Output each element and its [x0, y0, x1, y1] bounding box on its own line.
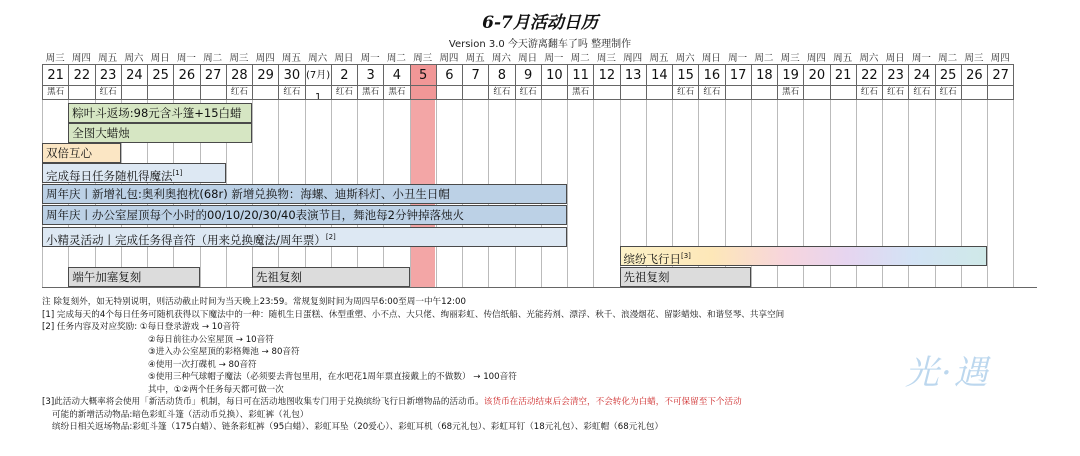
date-cell: 28: [226, 64, 253, 86]
page-title: 6-7月活动日历: [482, 13, 598, 33]
stone-marker: [147, 86, 174, 100]
stone-marker: 红石: [331, 86, 358, 100]
note-line: [1] 完成每天的4个每日任务可随机获得以下魔法中的一种：随机生日蛋糕、休型重塑、小不点、大只佬、绚丽彩虹、传信纸船、光能药剂、漂浮、秋千、浪漫烟花、留影蜡烛、和谐竖琴、共享空间: [42, 309, 785, 320]
date-cell: 11: [567, 64, 594, 86]
date-cell: 3: [357, 64, 384, 86]
day-gridline: [987, 100, 988, 287]
date-cell: 2: [331, 64, 358, 86]
event-label: 先祖复刻: [256, 270, 302, 284]
weekday-label: 周日: [701, 53, 721, 64]
weekday-label: 周五: [649, 53, 669, 64]
date-cell: 20: [803, 64, 830, 86]
note-line: [2] 任务内容及对应奖励: ①每日登录游戏 → 10音符: [42, 322, 240, 332]
event-bar: [42, 143, 121, 163]
stone-marker: [646, 86, 673, 100]
event-label: 粽叶斗返场:98元含斗篷+15白蜡: [72, 106, 242, 120]
day-gridline: [567, 100, 568, 287]
note-line: 其中，①②两个任务每天都可做一次: [148, 384, 284, 395]
event-label: 周年庆丨办公室屋顶每个小时的00/10/20/30/40表演节目，舞池每2分钟掉落烛火: [46, 208, 464, 222]
date-cell: 8: [488, 64, 515, 86]
note-line: ③进入办公室屋顶的彩格舞池 → 80音符: [148, 347, 300, 357]
weekday-label: 周三: [229, 53, 249, 64]
date-cell: 12: [593, 64, 620, 86]
event-bar: [68, 123, 252, 143]
stone-marker: 红石: [672, 86, 699, 100]
date-cell: 26: [173, 64, 200, 86]
stone-marker: 红石: [908, 86, 935, 100]
note-3-warning: 该货币在活动结束后会清空，不会转化为白蜡，不可保留至下个活动: [483, 397, 742, 407]
weekday-label: 周一: [176, 53, 196, 64]
stone-marker: [751, 86, 778, 100]
weekday-label: 周一: [544, 53, 564, 64]
stone-marker: [803, 86, 830, 100]
weekday-label: 周二: [938, 53, 958, 64]
weekday-label: 周五: [98, 53, 118, 64]
event-label: 端午加塞复刻: [72, 270, 142, 284]
calendar-bottom-border: [42, 287, 1037, 288]
date-cell: 4: [383, 64, 410, 86]
date-cell: 25: [147, 64, 174, 86]
note-line: ④使用一次打碟机 → 80音符: [148, 359, 257, 370]
note-3-main: [3]此活动大概率将会使用「新活动货币」机制，每日可在活动地图收集专门用于兑换缤纷飞行日新增物品的活动币。: [42, 397, 484, 407]
stone-marker: [830, 86, 857, 100]
event-bar: [42, 184, 567, 204]
stone-marker: [252, 86, 279, 100]
date-cell: 5: [410, 64, 437, 86]
date-cell: 7: [462, 64, 489, 86]
weekday-label: 周六: [859, 53, 879, 64]
date-cell: 10: [541, 64, 568, 86]
stone-marker: 红石: [488, 86, 515, 100]
date-cell: 25: [935, 64, 962, 86]
weekday-label: 周四: [439, 53, 459, 64]
date-cell: 18: [751, 64, 778, 86]
stone-marker: [987, 86, 1014, 100]
weekday-label: 周四: [71, 53, 91, 64]
note-3-new-items: 可能的新增活动物品:暗色彩虹斗篷（活动币兑换）、彩虹裤（礼包）: [52, 409, 309, 420]
stone-marker: [410, 86, 437, 100]
weekday-label: 周二: [386, 53, 406, 64]
weekday-label: 周二: [570, 53, 590, 64]
weekday-label: 周六: [675, 53, 695, 64]
event-label: 缤纷飞行日: [623, 251, 681, 266]
date-cell: 27: [987, 64, 1014, 86]
page-subtitle: Version 3.0 今天游离翻车了吗 整理制作: [448, 39, 632, 50]
event-bar: [42, 227, 567, 247]
notes-list: [42, 296, 784, 396]
stone-marker: [68, 86, 95, 100]
stone-marker: 黑石: [383, 86, 410, 100]
notes-section: [42, 296, 784, 434]
stone-marker: 黑石: [567, 86, 594, 100]
date-cell: 23: [95, 64, 122, 86]
weekday-label: 周五: [281, 53, 301, 64]
stone-marker: [436, 86, 463, 100]
sky-logo: 光·遇: [905, 353, 990, 393]
event-bar: [42, 163, 226, 183]
weekday-label: 周三: [45, 53, 65, 64]
stone-marker: [462, 86, 489, 100]
note-3: [42, 396, 784, 409]
weekday-label: 周五: [833, 53, 853, 64]
event-label: 双倍互心: [46, 146, 92, 160]
event-bar: [252, 267, 410, 287]
event-footnote: [3]: [681, 252, 691, 260]
stone-marker: 红石: [882, 86, 909, 100]
date-cell: 22: [68, 64, 95, 86]
weekday-label: 周日: [150, 53, 170, 64]
date-cell: 14: [646, 64, 673, 86]
weekday-label: 周日: [334, 53, 354, 64]
date-cell: 9: [515, 64, 542, 86]
date-cell: 22: [856, 64, 883, 86]
stone-marker: [620, 86, 647, 100]
stone-marker: 红石: [226, 86, 253, 100]
weekday-label: 周三: [596, 53, 616, 64]
weekday-label: 周四: [990, 53, 1010, 64]
event-label: 小精灵活动丨完成任务得音符（用来兑换魔法/周年票）: [46, 232, 326, 247]
stone-marker: [541, 86, 568, 100]
date-cell: 27: [200, 64, 227, 86]
event-label: 先祖复刻: [623, 270, 670, 284]
stone-marker: 红石: [278, 86, 305, 100]
date-cell: 30: [278, 64, 305, 86]
event-bar: [620, 246, 988, 266]
date-cell: 21: [42, 64, 69, 86]
weekday-label: 周五: [465, 53, 485, 64]
weekday-label: 周六: [491, 53, 511, 64]
weekday-label: 周三: [964, 53, 984, 64]
stone-marker: [173, 86, 200, 100]
weekday-label: 周四: [255, 53, 275, 64]
note-line: 注 除复刻外，如无特别说明，则活动截止时间为当天晚上23:59。常规复刻时间为周四早6:00至周一中午12:00: [42, 297, 466, 307]
stone-marker: [200, 86, 227, 100]
note-line: ⑤使用三种气球帽子魔法（必须要去背包里用，在水吧花1周年票直接戴上的不做数） → 100音符: [148, 372, 517, 382]
stone-marker: 红石: [856, 86, 883, 100]
note-line: ②每日前往办公室屋顶 → 10音符: [148, 334, 274, 345]
weekday-label: 周三: [413, 53, 433, 64]
date-cell: 17: [725, 64, 752, 86]
date-cell: (7月) 1: [305, 64, 332, 86]
weekday-label: 周日: [885, 53, 905, 64]
weekday-label: 周六: [308, 53, 328, 64]
stone-marker: 黑石: [42, 86, 69, 100]
weekday-label: 周六: [124, 53, 144, 64]
date-cell: 6: [436, 64, 463, 86]
weekday-label: 周一: [911, 53, 931, 64]
stone-marker: 红石: [698, 86, 725, 100]
stone-marker: 红石: [95, 86, 122, 100]
stone-marker: [305, 86, 332, 100]
date-cell: 19: [777, 64, 804, 86]
event-bar: [68, 103, 252, 123]
weekday-label: 周三: [780, 53, 800, 64]
weekday-label: 周二: [754, 53, 774, 64]
weekday-label: 周四: [623, 53, 643, 64]
date-cell: 24: [121, 64, 148, 86]
weekday-label: 周一: [728, 53, 748, 64]
weekday-label: 周四: [806, 53, 826, 64]
date-cell: 15: [672, 64, 699, 86]
event-footnote: [1]: [172, 169, 183, 177]
date-cell: 29: [252, 64, 279, 86]
note-3-rerun-items: 缤纷日相关返场物品:彩虹斗篷（175白蜡）、链条彩虹裤（95白蜡）、彩虹耳坠（20爱心）、彩虹耳机（68元礼包）、彩虹耳钉（18元礼包）、彩虹帽（68元礼包）: [52, 422, 664, 432]
stone-marker: 黑石: [357, 86, 384, 100]
event-label: 周年庆丨新增礼包:奥利奥抱枕(68r) 新增兑换物：海螺、迪斯科灯、小丑生日帽: [46, 187, 450, 201]
date-cell: 23: [882, 64, 909, 86]
event-label: 完成每日任务随机得魔法: [46, 168, 173, 183]
event-bar: [42, 205, 567, 225]
weekday-label: 周日: [518, 53, 538, 64]
event-bar: [620, 267, 751, 287]
date-cell: 13: [620, 64, 647, 86]
stone-marker: 红石: [935, 86, 962, 100]
stone-marker: 红石: [515, 86, 542, 100]
event-label: 全图大蜡烛: [72, 126, 130, 140]
event-bar: [68, 267, 199, 287]
weekday-label: 周二: [203, 53, 223, 64]
weekday-label: 周一: [360, 53, 380, 64]
date-cell: 26: [961, 64, 988, 86]
event-footnote: [2]: [325, 233, 336, 241]
date-cell: 16: [698, 64, 725, 86]
date-cell: 21: [830, 64, 857, 86]
stone-marker: [593, 86, 620, 100]
stone-marker: [725, 86, 752, 100]
day-gridline: [1013, 100, 1014, 287]
stone-marker: [121, 86, 148, 100]
stone-marker: 黑石: [777, 86, 804, 100]
day-gridline: [593, 100, 594, 287]
date-cell: 24: [908, 64, 935, 86]
stone-marker: [961, 86, 988, 100]
